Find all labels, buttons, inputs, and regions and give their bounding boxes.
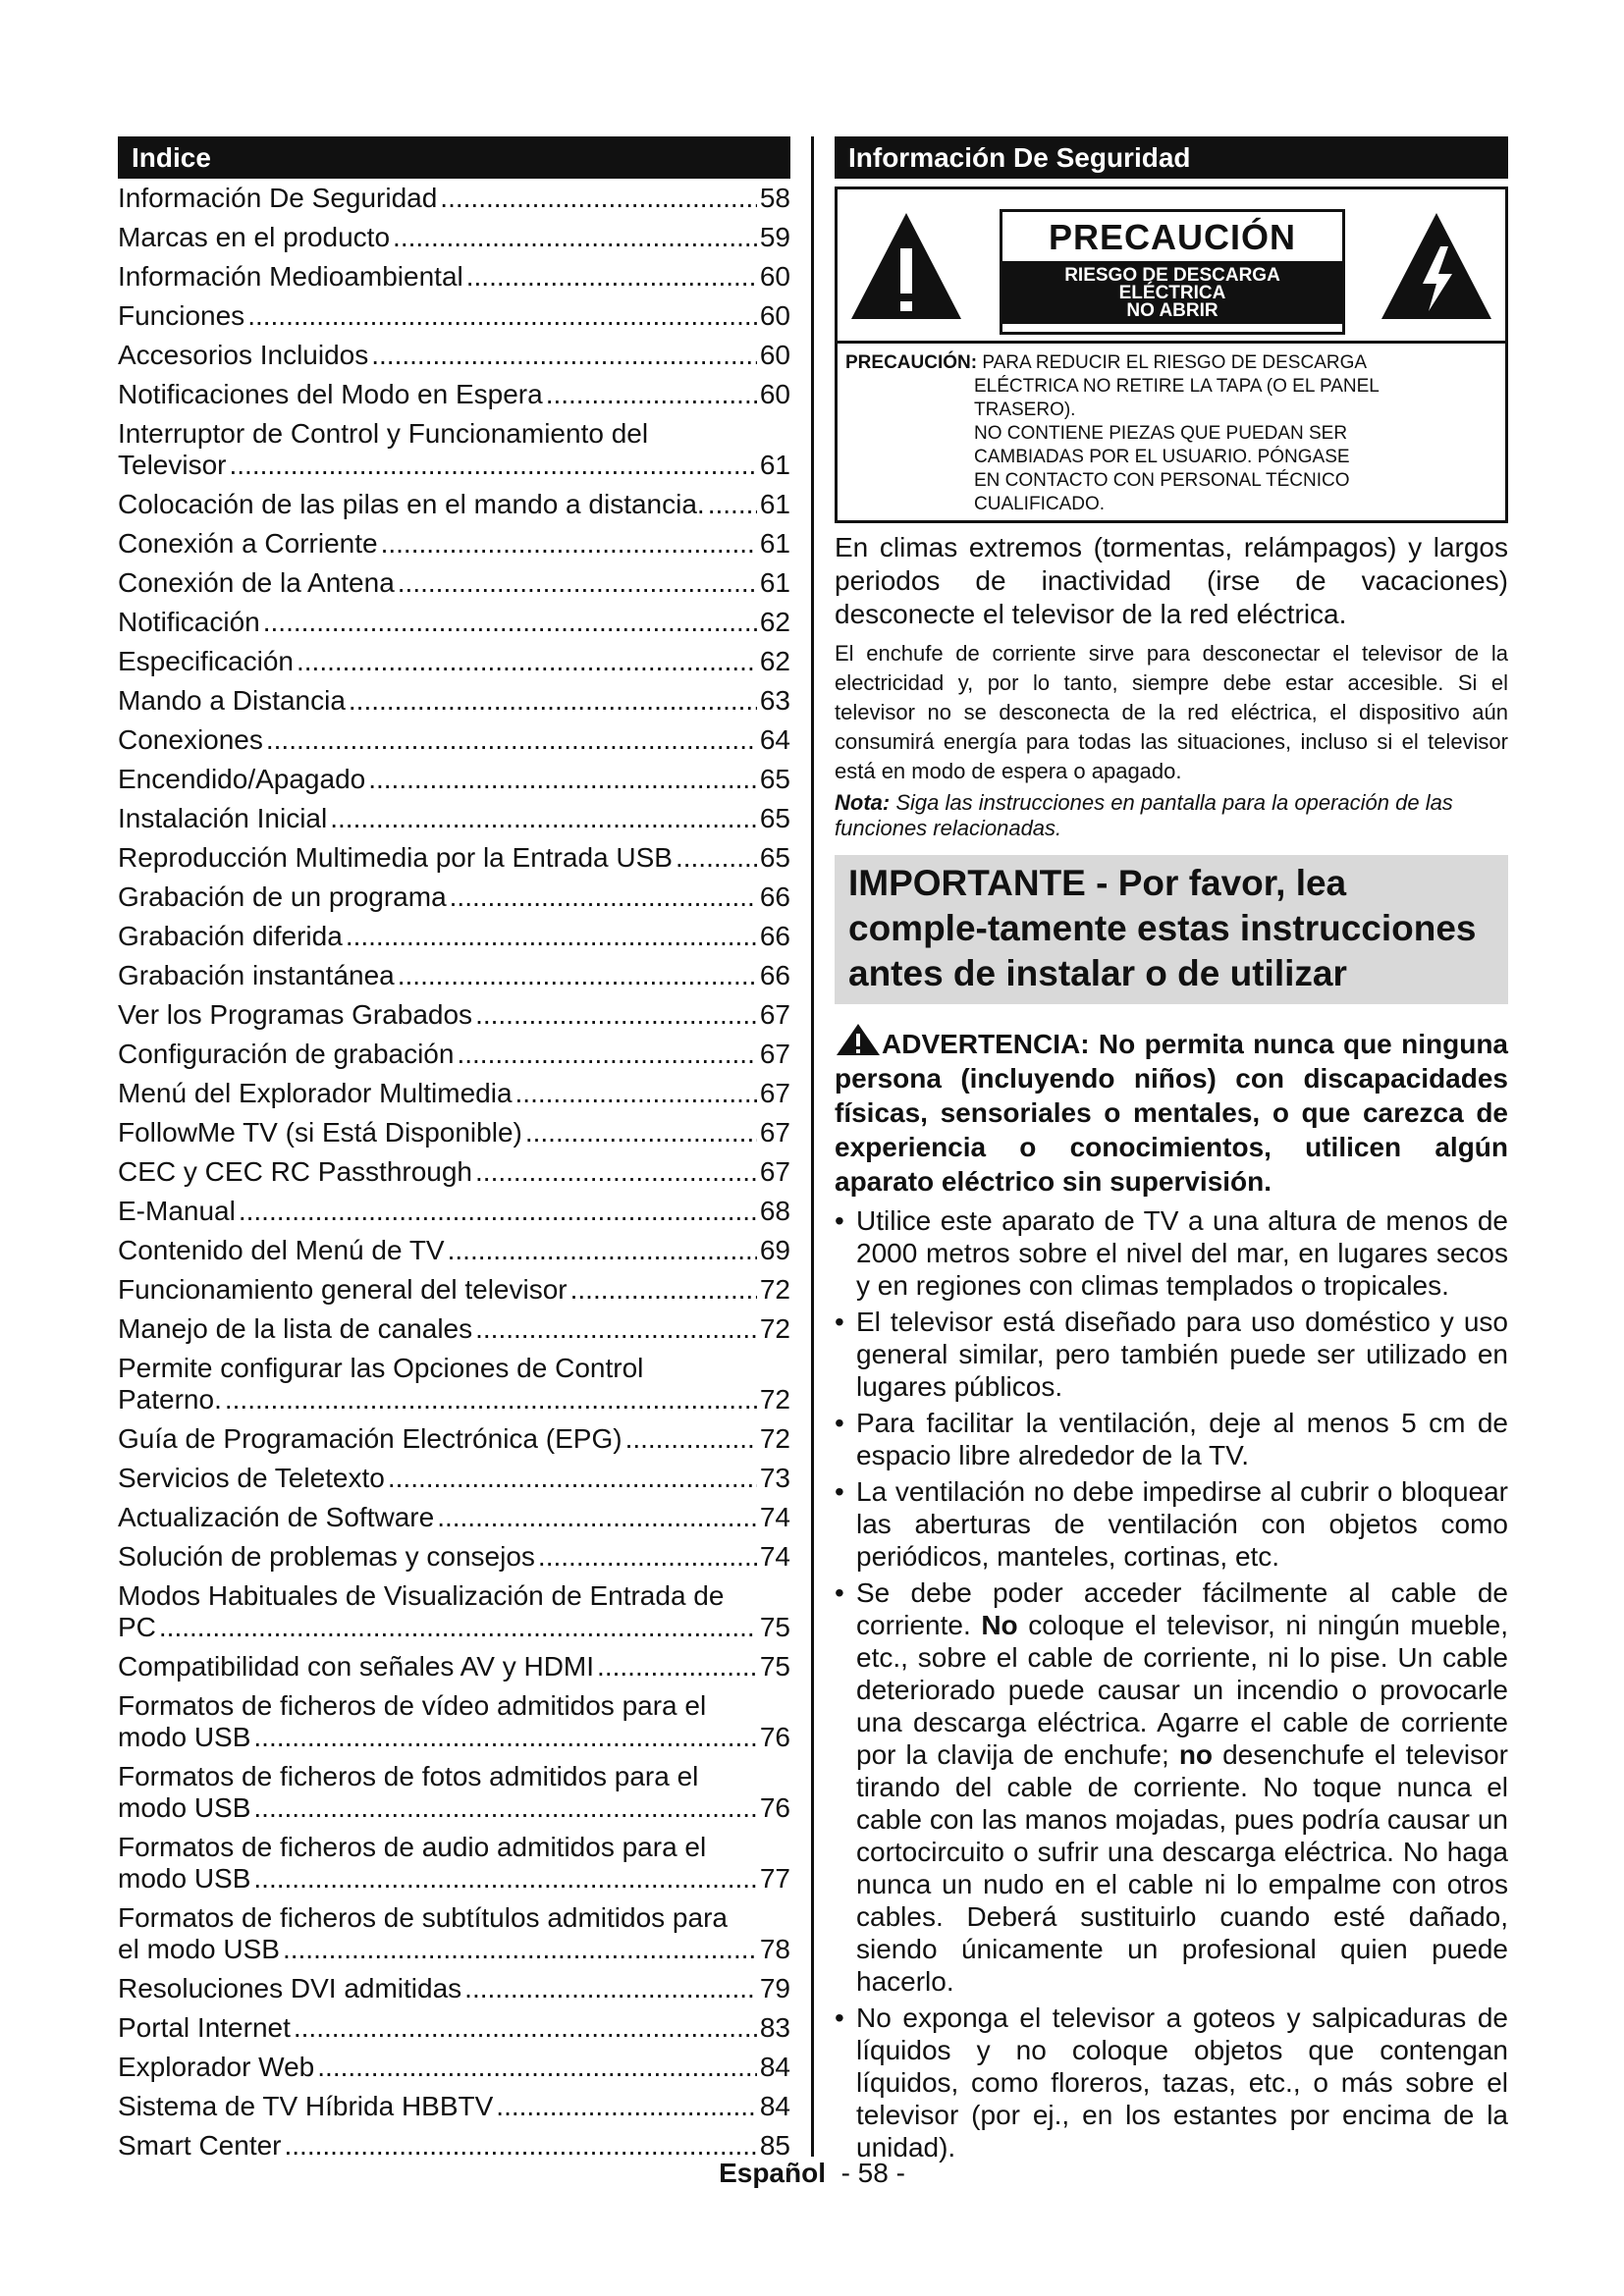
toc-leader-dots bbox=[253, 1722, 756, 1753]
footer-page-number: - 58 - bbox=[840, 2158, 905, 2188]
toc-leader-dots bbox=[393, 222, 757, 253]
toc-page-number: 66 bbox=[759, 921, 790, 951]
toc-entry-title: PC bbox=[118, 1612, 156, 1642]
toc-entry[interactable] bbox=[118, 1651, 790, 1682]
plug-paragraph: El enchufe de corriente sirve para desconectar el televisor de la electricidad y, por lo tanto, siempre debe estar accesible. Si el televisor no se desconecta de la red eléctrica, el dispositivo aún consumirá energía para todas las situaciones, incluso si el televisor está en modo de espera o apagado. bbox=[835, 641, 1508, 783]
caution-sub-line: RIESGO DE DESCARGA bbox=[1064, 265, 1280, 286]
toc-entry[interactable] bbox=[118, 1973, 790, 2004]
toc-leader-dots bbox=[371, 340, 757, 371]
warning-triangle-icon bbox=[835, 1022, 882, 1057]
toc-entry-title: Formatos de ficheros de audio admitidos para el bbox=[118, 1832, 707, 1862]
toc-entry-title: Smart Center bbox=[118, 2130, 282, 2161]
toc-entry-title: Información Medioambiental bbox=[118, 261, 463, 292]
toc-leader-dots bbox=[330, 803, 757, 834]
toc-entry-title: Televisor bbox=[118, 450, 227, 480]
bullet-emphasis: No bbox=[981, 1610, 1018, 1640]
toc-page-number: 72 bbox=[759, 1384, 790, 1415]
toc-entry[interactable] bbox=[118, 489, 790, 520]
toc-leader-dots bbox=[457, 1039, 756, 1070]
toc-page-number: 63 bbox=[759, 685, 790, 716]
page-footer bbox=[0, 2158, 1624, 2189]
toc-leader-dots bbox=[225, 1384, 757, 1415]
bullet-text: coloque el televisor, ni ningún mueble, etc., sobre el cable de corriente, ni lo pise. Un cable deteriorado puede causar un incendio o provocarle una descarga eléctrica. Agarre el cable de corriente por la clavija de enchufe; bbox=[856, 1610, 1509, 1770]
toc-entry[interactable] bbox=[118, 1580, 790, 1643]
toc-entry-title: Formatos de ficheros de vídeo admitidos para el bbox=[118, 1690, 707, 1721]
toc-entry-title: Formatos de ficheros de fotos admitidos para el bbox=[118, 1761, 699, 1791]
caution-text-line: NO CONTIENE PIEZAS QUE PUEDAN SER bbox=[974, 423, 1348, 444]
table-of-contents bbox=[118, 183, 790, 2162]
toc-entry[interactable] bbox=[118, 567, 790, 599]
toc-entry-title: Marcas en el producto bbox=[118, 222, 391, 252]
footer-language: Español bbox=[719, 2158, 826, 2188]
toc-page-number: 77 bbox=[759, 1863, 790, 1894]
toc-entry-title: modo USB bbox=[118, 1863, 251, 1894]
toc-page-number: 61 bbox=[759, 528, 790, 559]
toc-page-number: 59 bbox=[759, 222, 790, 252]
note-paragraph bbox=[835, 790, 1508, 841]
toc-leader-dots bbox=[440, 183, 757, 214]
caution-box bbox=[835, 187, 1508, 523]
toc-entry-title: Accesorios Incluidos bbox=[118, 340, 369, 370]
toc-page-number: 75 bbox=[759, 1651, 790, 1682]
toc-entry-title: Solución de problemas y consejos bbox=[118, 1541, 535, 1572]
toc-page-number: 67 bbox=[759, 1117, 790, 1148]
toc-entry-title: Compatibilidad con señales AV y HDMI bbox=[118, 1651, 595, 1682]
toc-entry[interactable] bbox=[118, 764, 790, 795]
toc-page-number: 74 bbox=[759, 1502, 790, 1532]
caution-text-label: PRECAUCIÓN: bbox=[845, 352, 978, 373]
toc-entry-title: E-Manual bbox=[118, 1196, 236, 1226]
toc-entry-title: Mando a Distancia bbox=[118, 685, 346, 716]
toc-leader-dots bbox=[546, 379, 757, 410]
toc-leader-dots bbox=[538, 1541, 757, 1573]
toc-page-number: 64 bbox=[759, 724, 790, 755]
toc-entry[interactable] bbox=[118, 2052, 790, 2083]
toc-entry-title: Reproducción Multimedia por la Entrada USB bbox=[118, 842, 673, 873]
toc-entry[interactable] bbox=[118, 528, 790, 560]
toc-page-number: 62 bbox=[759, 646, 790, 676]
caution-sub-line: NO ABRIR bbox=[1126, 300, 1218, 321]
list-item: • Para facilitar la ventilación, deje al menos 5 cm de espacio libre alrededor de la TV. bbox=[835, 1407, 1508, 1471]
list-item: • El televisor está diseñado para uso doméstico y uso general similar, pero también puede ser utilizado en lugares públicos. bbox=[835, 1306, 1508, 1403]
toc-entry[interactable] bbox=[118, 842, 790, 874]
caution-text-line: ELÉCTRICA NO RETIRE LA TAPA (O EL PANEL bbox=[974, 376, 1380, 397]
toc-entry-title: Sistema de TV Híbrida HBBTV bbox=[118, 2091, 494, 2121]
caution-sub-line: ELÉCTRICA bbox=[1118, 283, 1226, 303]
toc-entry[interactable] bbox=[118, 724, 790, 756]
toc-page-number: 72 bbox=[759, 1423, 790, 1454]
toc-entry[interactable] bbox=[118, 1502, 790, 1533]
toc-page-number: 67 bbox=[759, 999, 790, 1030]
exclamation-warning-icon bbox=[849, 209, 963, 323]
toc-page-number: 69 bbox=[759, 1235, 790, 1265]
toc-entry[interactable] bbox=[118, 803, 790, 834]
toc-page-number: 66 bbox=[759, 960, 790, 990]
toc-entry[interactable] bbox=[118, 646, 790, 677]
toc-page-number: 76 bbox=[759, 1792, 790, 1823]
toc-entry-title: Permite configurar las Opciones de Control bbox=[118, 1353, 644, 1383]
toc-entry-title: Información De Seguridad bbox=[118, 183, 438, 213]
caution-text bbox=[838, 344, 1505, 520]
toc-page-number: 76 bbox=[759, 1722, 790, 1752]
toc-leader-dots bbox=[253, 1792, 756, 1824]
safety-header: Información De Seguridad bbox=[835, 136, 1508, 179]
toc-entry-title: Grabación instantánea bbox=[118, 960, 395, 990]
toc-leader-dots bbox=[349, 685, 757, 717]
toc-entry-title: Instalación Inicial bbox=[118, 803, 328, 833]
toc-leader-dots bbox=[346, 921, 757, 952]
toc-entry[interactable] bbox=[118, 1902, 790, 1965]
toc-leader-dots bbox=[708, 489, 757, 520]
toc-leader-dots bbox=[297, 646, 757, 677]
toc-entry-title: CEC y CEC RC Passthrough bbox=[118, 1156, 473, 1187]
toc-entry-title: Actualización de Software bbox=[118, 1502, 435, 1532]
toc-leader-dots bbox=[525, 1117, 757, 1148]
toc-leader-dots bbox=[448, 1235, 757, 1266]
toc-entry[interactable] bbox=[118, 1313, 790, 1345]
toc-entry[interactable] bbox=[118, 881, 790, 913]
lightning-warning-icon bbox=[1380, 209, 1493, 323]
toc-entry[interactable] bbox=[118, 2091, 790, 2122]
safety-bullet-list bbox=[835, 1204, 1508, 2163]
toc-page-number: 60 bbox=[759, 340, 790, 370]
toc-entry[interactable] bbox=[118, 999, 790, 1031]
toc-entry-title: Notificación bbox=[118, 607, 260, 637]
toc-entry-title: Especificación bbox=[118, 646, 294, 676]
toc-page-number: 84 bbox=[759, 2052, 790, 2082]
toc-entry[interactable] bbox=[118, 1832, 790, 1895]
toc-leader-dots bbox=[466, 261, 757, 293]
caution-text-line: EN CONTACTO CON PERSONAL TÉCNICO bbox=[974, 470, 1350, 491]
toc-leader-dots bbox=[464, 1973, 757, 2004]
toc-page-number: 85 bbox=[759, 2130, 790, 2161]
bullet-text: Se debe poder acceder fácilmente al cable de corriente. bbox=[856, 1577, 1508, 1640]
column-divider bbox=[811, 136, 814, 2157]
caution-label-panel bbox=[1000, 209, 1345, 335]
toc-leader-dots bbox=[398, 567, 757, 599]
toc-page-number: 79 bbox=[759, 1973, 790, 2003]
toc-entry[interactable] bbox=[118, 418, 790, 481]
toc-entry-title: Grabación de un programa bbox=[118, 881, 447, 912]
toc-leader-dots bbox=[239, 1196, 757, 1227]
toc-page-number: 67 bbox=[759, 1078, 790, 1108]
caution-text-line: PARA REDUCIR EL RIESGO DE DESCARGA bbox=[982, 352, 1368, 373]
toc-entry-title: Formatos de ficheros de subtítulos admitidos para bbox=[118, 1902, 728, 1933]
climate-paragraph: En climas extremos (tormentas, relámpagos) y largos periodos de inactividad (irse de vacaciones) desconecte el televisor de la red eléctrica. bbox=[835, 532, 1508, 629]
toc-page-number: 62 bbox=[759, 607, 790, 637]
toc-entry[interactable] bbox=[118, 1039, 790, 1070]
toc-entry-title: Funciones bbox=[118, 300, 245, 331]
toc-entry-title: FollowMe TV (si Está Disponible) bbox=[118, 1117, 522, 1148]
toc-leader-dots bbox=[253, 1863, 756, 1895]
toc-entry-title: Notificaciones del Modo en Espera bbox=[118, 379, 543, 409]
toc-entry[interactable] bbox=[118, 1078, 790, 1109]
toc-entry[interactable] bbox=[118, 1541, 790, 1573]
toc-entry[interactable] bbox=[118, 921, 790, 952]
list-item bbox=[835, 1576, 1508, 1998]
toc-page-number: 60 bbox=[759, 261, 790, 292]
toc-entry-title: Explorador Web bbox=[118, 2052, 315, 2082]
toc-page-number: 58 bbox=[759, 183, 790, 213]
toc-page-number: 65 bbox=[759, 803, 790, 833]
toc-leader-dots bbox=[475, 1313, 757, 1345]
toc-page-number: 65 bbox=[759, 842, 790, 873]
toc-entry-title: Contenido del Menú de TV bbox=[118, 1235, 445, 1265]
toc-page-number: 60 bbox=[759, 300, 790, 331]
toc-entry[interactable] bbox=[118, 1235, 790, 1266]
toc-page-number: 74 bbox=[759, 1541, 790, 1572]
toc-entry-title: Manejo de la lista de canales bbox=[118, 1313, 473, 1344]
toc-leader-dots bbox=[597, 1651, 757, 1682]
toc-entry-title: Conexiones bbox=[118, 724, 263, 755]
toc-leader-dots bbox=[437, 1502, 757, 1533]
toc-leader-dots bbox=[263, 607, 757, 638]
toc-page-number: 72 bbox=[759, 1274, 790, 1305]
toc-entry[interactable] bbox=[118, 261, 790, 293]
index-header: Indice bbox=[118, 136, 790, 179]
toc-entry-title: el modo USB bbox=[118, 1934, 280, 1964]
toc-entry-title: Paterno. bbox=[118, 1384, 222, 1415]
toc-leader-dots bbox=[229, 450, 756, 481]
toc-page-number: 68 bbox=[759, 1196, 790, 1226]
toc-page-number: 73 bbox=[759, 1463, 790, 1493]
toc-entry[interactable] bbox=[118, 685, 790, 717]
toc-leader-dots bbox=[475, 1156, 757, 1188]
toc-leader-dots bbox=[294, 2012, 757, 2044]
toc-leader-dots bbox=[496, 2091, 757, 2122]
toc-leader-dots bbox=[570, 1274, 757, 1306]
toc-entry-title: Menú del Explorador Multimedia bbox=[118, 1078, 513, 1108]
toc-leader-dots bbox=[475, 999, 757, 1031]
toc-entry[interactable] bbox=[118, 222, 790, 253]
toc-page-number: 72 bbox=[759, 1313, 790, 1344]
toc-leader-dots bbox=[676, 842, 757, 874]
toc-entry[interactable] bbox=[118, 2012, 790, 2044]
toc-page-number: 61 bbox=[759, 489, 790, 519]
toc-entry[interactable] bbox=[118, 1196, 790, 1227]
bullet-emphasis: no bbox=[1178, 1739, 1214, 1770]
list-item: • Utilice este aparato de TV a una altura de menos de 2000 metros sobre el nivel del mar, en lugares secos y en regiones con climas templados o tropicales. bbox=[835, 1204, 1508, 1302]
toc-page-number: 60 bbox=[759, 379, 790, 409]
toc-leader-dots bbox=[283, 1934, 757, 1965]
toc-entry-title: Encendido/Apagado bbox=[118, 764, 366, 794]
toc-entry-title: Conexión a Corriente bbox=[118, 528, 378, 559]
toc-entry-title: Resoluciones DVI admitidas bbox=[118, 1973, 462, 2003]
toc-leader-dots bbox=[368, 764, 757, 795]
caution-text-line: CAMBIADAS POR EL USUARIO. PÓNGASE bbox=[974, 447, 1350, 467]
toc-page-number: 66 bbox=[759, 881, 790, 912]
safety-column bbox=[835, 136, 1508, 2163]
toc-leader-dots bbox=[247, 300, 757, 332]
toc-entry-title: Ver los Programas Grabados bbox=[118, 999, 473, 1030]
toc-entry[interactable] bbox=[118, 300, 790, 332]
toc-page-number: 61 bbox=[759, 450, 790, 480]
toc-leader-dots bbox=[381, 528, 757, 560]
toc-entry-title: modo USB bbox=[118, 1722, 251, 1752]
toc-leader-dots bbox=[388, 1463, 757, 1494]
toc-entry[interactable] bbox=[118, 960, 790, 991]
warning-paragraph bbox=[835, 1022, 1508, 1199]
toc-entry-title: Colocación de las pilas en el mando a distancia. bbox=[118, 489, 705, 519]
note-label: Nota: bbox=[835, 790, 891, 815]
toc-page-number: 84 bbox=[759, 2091, 790, 2121]
toc-entry[interactable] bbox=[118, 607, 790, 638]
toc-entry[interactable] bbox=[118, 1423, 790, 1455]
toc-leader-dots bbox=[266, 724, 757, 756]
toc-entry[interactable] bbox=[118, 1690, 790, 1753]
toc-entry-title: modo USB bbox=[118, 1792, 251, 1823]
toc-page-number: 67 bbox=[759, 1156, 790, 1187]
caution-text-line: CUALIFICADO. bbox=[974, 494, 1106, 514]
toc-page-number: 61 bbox=[759, 567, 790, 598]
toc-entry-title: Portal Internet bbox=[118, 2012, 291, 2043]
list-item: • La ventilación no debe impedirse al cubrir o bloquear las aberturas de ventilación con objetos como periódicos, manteles, cortinas, etc. bbox=[835, 1475, 1508, 1573]
toc-entry[interactable] bbox=[118, 1761, 790, 1824]
toc-entry[interactable] bbox=[118, 1353, 790, 1415]
caution-text-line: TRASERO). bbox=[974, 400, 1076, 420]
caution-subtitle bbox=[1002, 261, 1342, 324]
toc-leader-dots bbox=[159, 1612, 757, 1643]
toc-entry[interactable] bbox=[118, 183, 790, 214]
toc-entry[interactable] bbox=[118, 1463, 790, 1494]
toc-entry-title: Modos Habituales de Visualización de Entrada de bbox=[118, 1580, 725, 1611]
toc-entry[interactable] bbox=[118, 1117, 790, 1148]
toc-entry-title: Configuración de grabación bbox=[118, 1039, 455, 1069]
toc-entry-title: Funcionamiento general del televisor bbox=[118, 1274, 568, 1305]
toc-entry[interactable] bbox=[118, 1274, 790, 1306]
warning-text: ADVERTENCIA: No permita nunca que ninguna persona (incluyendo niños) con discapacidades físicas, sensoriales o mentales, o que carezca de experiencia o conocimientos, utilicen algún aparato eléctrico sin supervisión. bbox=[835, 1029, 1508, 1197]
toc-entry-title: Interruptor de Control y Funcionamiento del bbox=[118, 418, 649, 449]
toc-entry-title: Guía de Programación Electrónica (EPG) bbox=[118, 1423, 623, 1454]
toc-page-number: 83 bbox=[759, 2012, 790, 2043]
toc-entry-title: Grabación diferida bbox=[118, 921, 343, 951]
index-column bbox=[118, 136, 790, 2162]
toc-entry-title: Servicios de Teletexto bbox=[118, 1463, 385, 1493]
toc-entry-title: Conexión de la Antena bbox=[118, 567, 395, 598]
toc-leader-dots bbox=[450, 881, 757, 913]
toc-leader-dots bbox=[317, 2052, 757, 2083]
caution-title: PRECAUCIÓN bbox=[1048, 217, 1296, 257]
bullet-text: desenchufe el televisor tirando del cable de corriente. No toque nunca el cable con las manos mojadas, pues podría causar un cortocircuito o sufrir una descarga eléctrica. No haga nunca un nudo en el cable ni lo empalme con otros cables. Deberá sustituirlo cuando esté dañado, siendo únicamente un profesional quien puede hacerlo. bbox=[856, 1739, 1509, 1997]
toc-page-number: 75 bbox=[759, 1612, 790, 1642]
list-item: • No exponga el televisor a goteos y salpicaduras de líquidos y no coloque objetos que contengan líquidos, como floreros, tazas, etc., o más sobre el televisor (por ej., en los estantes por encima de la unidad). bbox=[835, 2002, 1508, 2163]
toc-entry[interactable] bbox=[118, 340, 790, 371]
toc-page-number: 65 bbox=[759, 764, 790, 794]
toc-leader-dots bbox=[515, 1078, 757, 1109]
note-text: Siga las instrucciones en pantalla para la operación de las funciones relacionadas. bbox=[835, 790, 1453, 840]
toc-page-number: 67 bbox=[759, 1039, 790, 1069]
important-banner: IMPORTANTE - Por favor, lea comple-tamente estas instrucciones antes de instalar o de utilizar bbox=[835, 855, 1508, 1004]
toc-leader-dots bbox=[398, 960, 757, 991]
caution-graphic bbox=[838, 189, 1505, 344]
toc-entry[interactable] bbox=[118, 379, 790, 410]
toc-leader-dots bbox=[625, 1423, 757, 1455]
toc-page-number: 78 bbox=[759, 1934, 790, 1964]
toc-entry[interactable] bbox=[118, 1156, 790, 1188]
